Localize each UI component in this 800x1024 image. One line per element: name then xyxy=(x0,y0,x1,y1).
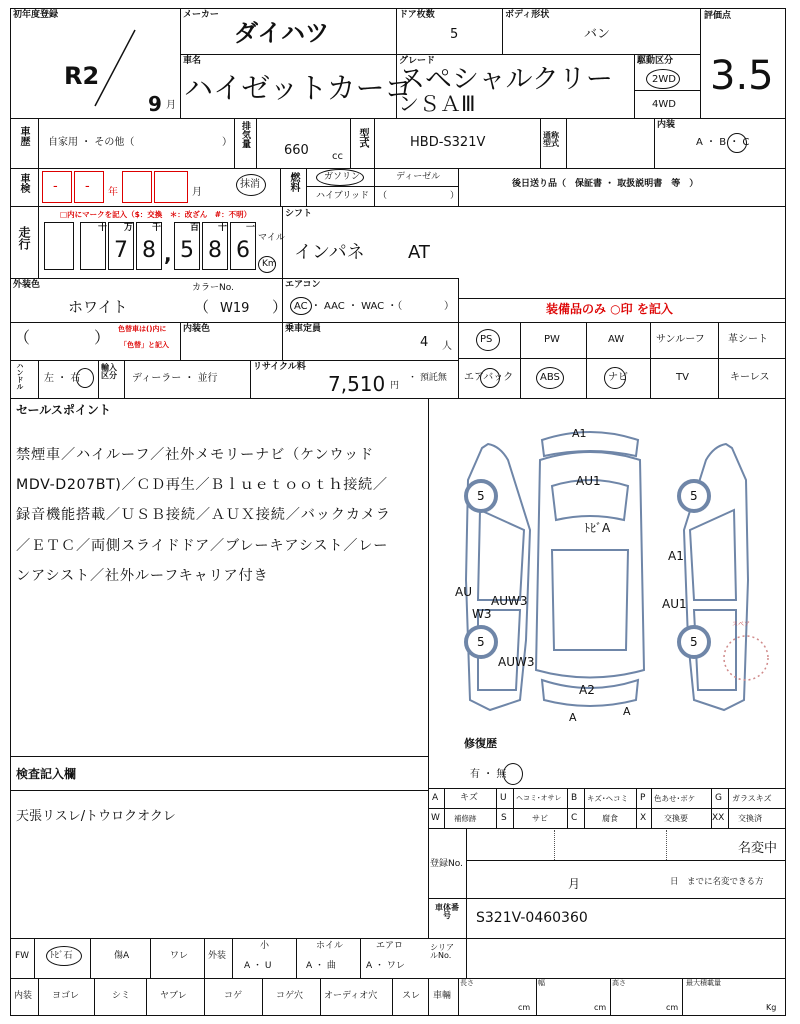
displacement-label: 排気量 xyxy=(240,121,250,148)
import: ディーラー ・ 並行 xyxy=(132,373,218,384)
equip-abs-circle xyxy=(536,367,564,389)
drive-label: 駆動区分 xyxy=(637,56,674,66)
name-change: 名変中 xyxy=(738,841,778,856)
drive-2wd-circle xyxy=(646,69,680,89)
mileage-digit-3: 5 xyxy=(180,238,194,263)
fw-scratch: 傷A xyxy=(114,951,130,961)
maker-label: メーカー xyxy=(183,10,219,20)
fw-crack: ワレ xyxy=(170,951,189,961)
capacity-label: 乗車定員 xyxy=(285,324,322,334)
drive-2wd: 2WD xyxy=(652,74,676,85)
small-label: 小 xyxy=(260,941,270,951)
fuel-label: 燃料 xyxy=(288,172,299,192)
first-reg-month-suffix: 月 xyxy=(166,100,176,111)
interior-stain: シミ xyxy=(112,991,131,1001)
inspection-expired: 抹消 xyxy=(240,179,260,190)
legend-code-g: G xyxy=(715,793,722,803)
inspection-month-char: 月 xyxy=(192,187,202,198)
inspection-dash-2: - xyxy=(85,179,90,194)
payload-label: 最大積載量 xyxy=(686,979,721,987)
length-cm: cm xyxy=(518,1003,531,1012)
mileage-digit-5: 6 xyxy=(236,238,250,263)
interior-dirt: ヨゴレ xyxy=(52,991,80,1001)
sales-line-5: ンアシスト／社外ルーフキャリア付き xyxy=(16,568,269,584)
interior-audio-hole: オーディオ穴 xyxy=(324,991,378,1001)
car-name: ハイゼットカーゴ xyxy=(184,71,414,105)
legend-code-w: W xyxy=(431,813,440,823)
legend-code-x: X xyxy=(640,813,647,823)
recycle: 7,510 xyxy=(328,372,386,396)
interior-color-label: 内装色 xyxy=(183,324,211,334)
mark-a2-rear: A2 xyxy=(579,683,595,697)
grade-label: グレード xyxy=(399,56,436,66)
mileage-unit-1: 十 xyxy=(98,223,108,233)
legend-text-s: サビ xyxy=(532,814,548,823)
legend-code-a: A xyxy=(432,793,439,803)
equip-pw: PW xyxy=(544,334,560,345)
inspection-notes: 天張リスレ/トウロクオクレ xyxy=(16,809,176,824)
interior-scuff: スレ xyxy=(402,991,421,1001)
inspection-notes-label: 検査記入欄 xyxy=(16,767,77,781)
interior-label: 内装 xyxy=(657,120,676,130)
equip-leather: 革シート xyxy=(728,334,768,345)
legend-text-w: 補修跡 xyxy=(454,814,477,823)
mileage-digit-2: 8 xyxy=(142,238,156,263)
aircon-options: AC ・ AAC ・ WAC ・（ xyxy=(294,301,403,312)
fuel-gasoline-circle xyxy=(316,169,364,186)
equipment-title: 装備品のみ ○印 を記入 xyxy=(546,302,673,316)
delivery-items: 後日送り品（ 保証書 ・ 取扱説明書 等 ） xyxy=(512,179,699,189)
maker: ダイハツ xyxy=(234,19,330,47)
capacity: 4 xyxy=(420,335,429,350)
color-no-label: カラーNo. xyxy=(192,283,234,293)
mileage-digit-4: 8 xyxy=(208,238,222,263)
sales-line-2: MDV-D207BT)／ＣＤ再生／Ｂｌｕｅｔｏｏｔｈ接続／ xyxy=(16,477,388,493)
inspection-year-char: 年 xyxy=(108,187,118,198)
equip-airbag-circle xyxy=(480,368,500,388)
exterior-label: 外装色 xyxy=(13,280,41,290)
mileage-digit-1: 7 xyxy=(114,238,128,263)
mark-a-rear-right: A xyxy=(623,705,631,718)
legend-code-u: U xyxy=(500,793,507,803)
equip-navi-circle xyxy=(604,367,626,389)
mark-w3-left: W3 xyxy=(472,607,492,621)
body: バン xyxy=(584,27,611,42)
repair-none-circle xyxy=(503,763,523,785)
aero-options: A ・ ワレ xyxy=(366,961,405,971)
mile-label: マイル xyxy=(258,233,285,243)
grade-line2: ンＳＡⅢ xyxy=(398,92,476,116)
first-reg-slash xyxy=(90,28,140,108)
repair-label: 修復歴 xyxy=(464,737,497,750)
body-label: ボディ形状 xyxy=(505,10,550,20)
legend-text-u: ヘコミ･オサレ xyxy=(516,794,562,802)
color-no-open: （ xyxy=(194,298,210,316)
displacement-cc: cc xyxy=(332,151,343,162)
exterior-color: ホワイト xyxy=(68,298,128,316)
handle: 左 ・ 右 xyxy=(44,373,81,384)
serial-label: シリアルNo. xyxy=(430,943,454,960)
first-reg-label: 初年度登録 xyxy=(13,10,59,20)
payload-kg: Kg xyxy=(766,1003,777,1012)
fw-label: FW xyxy=(15,951,30,961)
fuel-gasoline: ガソリン xyxy=(324,172,361,182)
auction-sheet xyxy=(10,8,786,1016)
fw-chip: ﾄﾋﾞ石 xyxy=(50,951,73,961)
displacement: 660 xyxy=(284,143,309,158)
spare-label: スペア xyxy=(732,621,751,628)
equip-sunroof: サンルーフ xyxy=(656,334,705,345)
exterior-bottom-label: 外装 xyxy=(208,951,227,961)
legend-text-c: 腐食 xyxy=(602,814,618,823)
import-label: 輸入区分 xyxy=(101,363,117,380)
mark-au1-roof: AU1 xyxy=(576,474,601,488)
capacity-unit: 人 xyxy=(442,341,452,352)
score: 3.5 xyxy=(710,53,774,99)
tire-front-left: 5 xyxy=(477,489,485,503)
km-label: Km xyxy=(262,259,277,269)
shift-position: インパネ xyxy=(294,242,365,263)
height-cm: cm xyxy=(666,1003,679,1012)
car-diagram xyxy=(430,400,784,730)
first-reg-month: 9 xyxy=(148,92,162,116)
mileage-label: 走行 xyxy=(17,226,31,250)
mark-tobia-roof: ﾄﾋﾞA xyxy=(584,521,611,535)
model-label: 型式 xyxy=(357,128,368,148)
doors: 5 xyxy=(450,27,459,42)
mileage-unit-3: 千 xyxy=(152,223,162,233)
shift-label: シフト xyxy=(285,209,313,219)
legend-text-a: キズ xyxy=(460,793,478,803)
mark-a1-right: A1 xyxy=(668,549,684,563)
equip-aw: AW xyxy=(608,334,625,345)
mark-au-left: AU xyxy=(455,585,472,599)
repair-options: 有 ・ 無 xyxy=(470,769,507,780)
km-circle xyxy=(258,256,276,273)
sales-label: セールスポイント xyxy=(16,403,111,417)
mark-a-rear-left: A xyxy=(569,711,577,724)
color-change-note-2: 「色替」と記入 xyxy=(120,341,169,349)
color-no: W19 xyxy=(220,301,250,316)
sales-line-1: 禁煙車／ハイルーフ／社外メモリーナビ（ケンウッド xyxy=(16,447,374,463)
doors-label: ドア枚数 xyxy=(399,10,435,20)
legend-text-xx: 交換済 xyxy=(738,814,762,823)
inspection-dash-1: - xyxy=(53,179,58,194)
handle-label: ハンドル xyxy=(16,362,24,390)
recycle-label: リサイクル料 xyxy=(253,362,306,372)
expired-circle xyxy=(236,174,266,196)
mileage-separator: , xyxy=(164,242,172,266)
tire-rear-right: 5 xyxy=(690,635,698,649)
fw-chip-circle xyxy=(46,946,82,966)
mark-au1-right: AU1 xyxy=(662,597,687,611)
fuel-other-close: ） xyxy=(450,191,460,201)
aircon-close: ） xyxy=(444,301,454,312)
row5-close: ） xyxy=(94,328,111,347)
legend-code-xx: XX xyxy=(712,813,725,823)
equip-keyless: キーレス xyxy=(730,372,770,383)
equip-tv: TV xyxy=(676,372,689,383)
mileage-unit-4: 百 xyxy=(190,223,200,233)
wheel-label: ホイル xyxy=(316,941,344,951)
equip-abs: ABS xyxy=(540,372,560,383)
mileage-unit-5: 十 xyxy=(218,223,228,233)
interior-tear: ヤブレ xyxy=(160,991,187,1001)
legend-code-c: C xyxy=(571,813,578,823)
legend-text-b: キズ･ヘコミ xyxy=(587,794,629,803)
row5-open: （ xyxy=(14,328,31,347)
length-label: 長さ xyxy=(460,979,474,987)
shift-type: AT xyxy=(408,242,430,263)
interior-burn: コゲ xyxy=(224,991,243,1001)
interior-bottom-label: 内装 xyxy=(14,991,33,1001)
drive-4wd: 4WD xyxy=(652,99,676,110)
interior-grades: A ・ B ・ C xyxy=(696,137,750,148)
registration-label: 登録No. xyxy=(430,859,463,869)
width-label: 幅 xyxy=(538,979,545,987)
equip-ps-circle xyxy=(476,329,500,351)
equip-navi: ナビ xyxy=(608,372,628,383)
small-options: A ・ U xyxy=(244,961,272,971)
dims-label: 車輛 xyxy=(433,991,452,1001)
registration-month: 月 xyxy=(568,877,581,891)
inspection-label: 車検 xyxy=(18,173,29,193)
grade-line1: スペシャルクリー xyxy=(398,64,613,95)
history-close: ） xyxy=(222,137,232,148)
aircon-label: エアコン xyxy=(285,280,321,290)
mark-a1-front: A1 xyxy=(572,427,587,440)
sales-line-3: 録音機能搭載／ＵＳＢ接続／ＡＵＸ接続／バックカメラ xyxy=(16,507,391,523)
equip-ps: PS xyxy=(480,334,493,345)
legend-text-x: 交換要 xyxy=(664,814,688,823)
history-text: 自家用 ・ その他（ xyxy=(48,137,135,148)
legend-code-s: S xyxy=(501,813,507,823)
legend-code-b: B xyxy=(571,793,578,803)
interior-burn-hole: コゲ穴 xyxy=(276,991,304,1001)
fuel-hybrid: ハイブリッド xyxy=(316,191,370,201)
color-no-close: ） xyxy=(272,298,288,316)
registration-day: 日 までに名変できる方 xyxy=(670,877,764,887)
legend-code-p: P xyxy=(640,793,646,803)
fuel-other-open: （ xyxy=(378,191,388,201)
legend-text-p: 色あせ･ボケ xyxy=(654,794,696,803)
score-label: 評価点 xyxy=(704,11,732,21)
sales-line-4: ／ＥＴＣ／両側スライドドア／ブレーキアシスト／レー xyxy=(16,538,389,554)
fuel-diesel: ディーゼル xyxy=(396,172,441,182)
height-label: 高さ xyxy=(612,979,626,987)
mark-auw3-rear: AUW3 xyxy=(498,655,535,669)
color-change-note-1: 色替車は()内に xyxy=(118,325,167,333)
recycle-deposit: ・ 預託無 xyxy=(408,373,447,383)
common-model-label: 通称型式 xyxy=(543,131,559,148)
first-reg-year: R2 xyxy=(64,62,100,90)
chassis-label: 車体番号 xyxy=(435,903,459,920)
odometer-digit-box-1 xyxy=(44,222,74,270)
chassis-number: S321V-0460360 xyxy=(476,910,588,926)
tire-rear-left: 5 xyxy=(477,635,485,649)
legend-text-g: ガラスキズ xyxy=(732,794,772,803)
width-cm: cm xyxy=(594,1003,607,1012)
model: HBD-S321V xyxy=(410,135,486,150)
car-name-label: 車名 xyxy=(183,56,202,66)
recycle-yen: 円 xyxy=(390,381,400,391)
mileage-unit-6: 一 xyxy=(246,223,256,233)
mileage-unit-2: 万 xyxy=(124,223,134,233)
interior-grade-circle xyxy=(727,133,747,153)
mark-auw3-left: AUW3 xyxy=(491,594,528,608)
tire-front-right: 5 xyxy=(690,489,698,503)
handle-right-circle xyxy=(76,368,94,388)
aero-label: エアロ xyxy=(376,941,404,951)
equip-airbag: エアバック xyxy=(464,372,514,383)
wheel-options: A ・ 曲 xyxy=(306,961,336,971)
aircon-ac-circle xyxy=(290,297,312,315)
history-label: 車歴 xyxy=(18,126,29,146)
mileage-note: □内にマークを記入（$：交換 ＊：改ざん #：不明） xyxy=(60,210,252,219)
